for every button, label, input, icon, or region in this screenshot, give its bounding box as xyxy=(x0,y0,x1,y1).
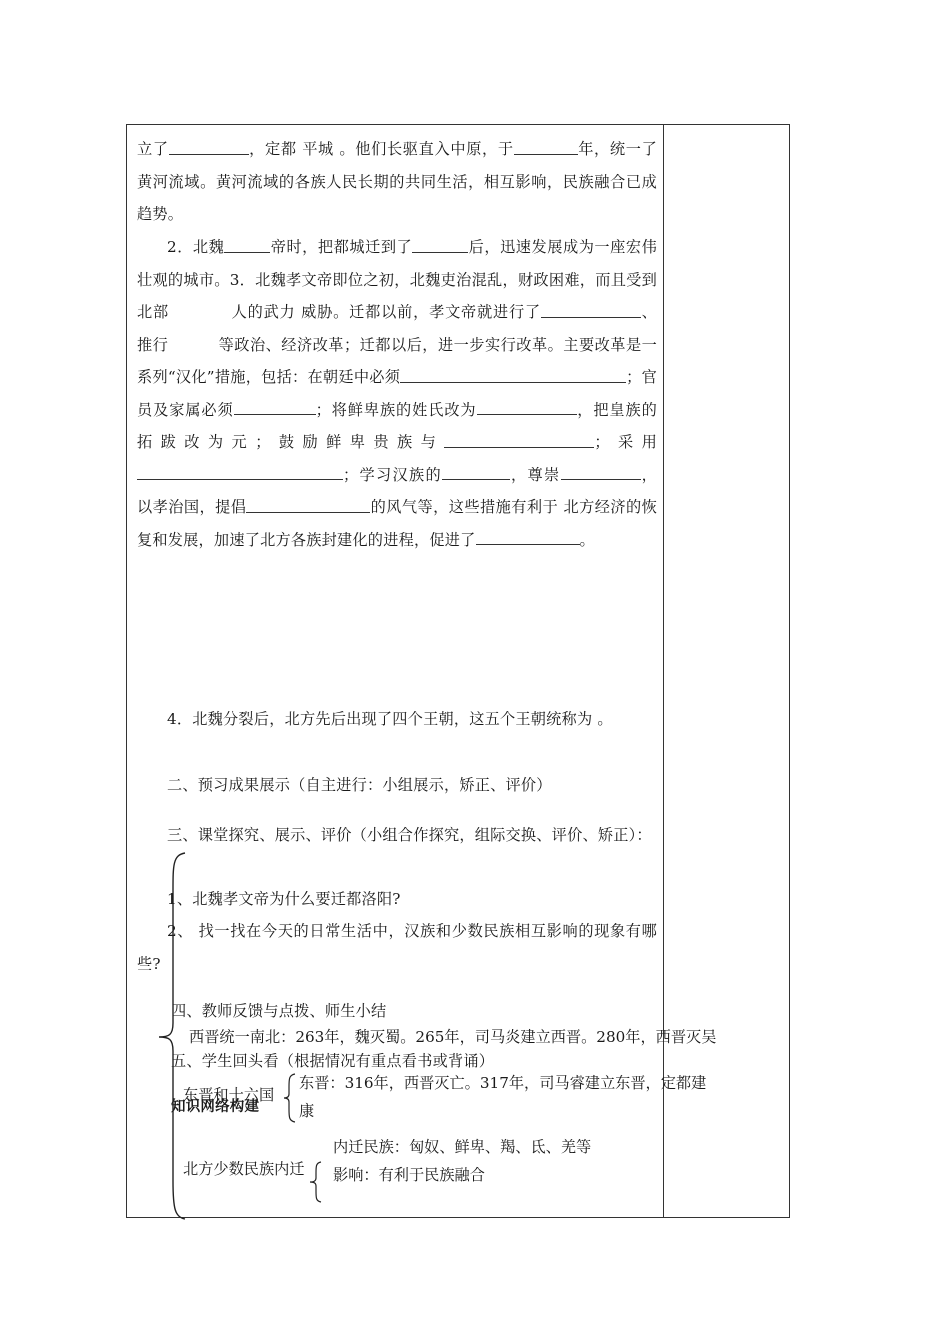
network-north-label: 北方少数民族内迁 xyxy=(183,1160,305,1178)
fill-blank[interactable] xyxy=(137,465,343,480)
fill-blank[interactable] xyxy=(224,237,270,252)
fill-blank[interactable] xyxy=(514,139,578,154)
network-dongjin-line2: 康 xyxy=(299,1102,315,1120)
fill-blank[interactable] xyxy=(169,139,249,154)
paragraph-section4: 4．北魏分裂后，北方先后出现了四个王朝，这五个王朝统称为 。 xyxy=(167,710,613,728)
text: 年，统一了黄河流域。黄河流域的各族人民长期的共同生活，相互影响，民族融合已成趋势。 xyxy=(137,140,657,223)
fill-blank[interactable] xyxy=(412,237,468,252)
text: 立了 xyxy=(137,140,169,158)
text: 帝时，把都城迁到了 xyxy=(270,238,413,256)
text: ，以孝治国，提倡 xyxy=(137,465,658,516)
fill-blank[interactable] xyxy=(246,497,370,512)
fill-blank[interactable] xyxy=(476,530,580,545)
text: ；官员及家属必须 xyxy=(137,368,657,419)
network-north-line2: 影响：有利于民族融合 xyxy=(333,1166,485,1184)
text: ，定都 平城 。他们长驱直入中原，于 xyxy=(248,140,514,158)
heading-part2: 二、预习成果展示（自主进行：小组展示，矫正、评价） xyxy=(167,776,552,794)
small-brace-icon xyxy=(309,1161,323,1203)
column-divider xyxy=(663,125,664,1217)
text: 等政治、经济改革；迁都以后，进一步实行改革。主要改革是一系列“汉化”措施，包括：在朝廷中必须 xyxy=(137,335,657,386)
question-1: 1、北魏孝文帝为什么要迁都洛阳? xyxy=(167,890,401,908)
text: 、推行 xyxy=(137,303,658,354)
fill-blank[interactable] xyxy=(541,302,641,317)
knowledge-network-title: 知识网络构建 xyxy=(171,1099,260,1115)
heading-part4: 四、教师反馈与点拨、师生小结 xyxy=(171,1002,387,1020)
text: 后，迅速发展成为一座宏伟壮观的城市。3．北魏孝文帝即位之初，北魏吏治混乱，财政困难，而且受到北部 xyxy=(137,238,657,321)
fill-blank[interactable] xyxy=(442,465,510,480)
heading-part3: 三、课堂探究、展示、评价（小组合作探究，组际交换、评价、矫正）： xyxy=(167,826,652,844)
question-2: 2、 找一找在今天的日常生活中，汉族和少数民族相互影响的现象有哪些? xyxy=(137,922,657,973)
text: 的风气等，这些措施有利于 北方经济的恢复和发展，加速了北方各族封建化的进程，促进了 xyxy=(137,498,657,549)
text: ；学习汉族的 xyxy=(343,465,442,484)
text: 。 xyxy=(579,530,595,549)
network-xijin: 西晋统一南北：263年，魏灭蜀。265年，司马炎建立西晋。280年，西晋灭吴 xyxy=(189,1028,717,1046)
text: 2．北魏 xyxy=(167,238,225,256)
fill-blank[interactable] xyxy=(477,400,577,415)
heading-part5: 五、学生回头看（根据情况有重点看书或背诵） xyxy=(171,1052,495,1070)
text: ，把皇族的拓跋改为元；鼓励鲜卑贵族与 xyxy=(137,400,658,451)
network-dongjin-line1: 东晋：316年，西晋灭亡。317年，司马睿建立东晋，定都建 xyxy=(299,1074,707,1092)
text: ；采用 xyxy=(594,433,657,451)
fill-blank[interactable] xyxy=(444,432,594,447)
small-brace-icon xyxy=(283,1073,297,1123)
network-dongjin-label: 东晋和十六国 xyxy=(183,1086,275,1104)
paragraph-section1 xyxy=(137,133,657,231)
paragraph-section2 xyxy=(137,231,657,556)
content-table xyxy=(126,124,790,1218)
text: 人的武力 威胁。迁都以前，孝文帝就进行了 xyxy=(230,303,542,321)
text: ；将鲜卑族的姓氏改为 xyxy=(315,400,477,419)
network-north-line1: 内迁民族：匈奴、鲜卑、羯、氐、羌等 xyxy=(333,1138,592,1156)
fill-blank[interactable] xyxy=(400,367,626,382)
text: ，尊崇 xyxy=(509,465,561,484)
fill-blank[interactable] xyxy=(234,400,316,415)
fill-blank[interactable] xyxy=(561,465,641,480)
